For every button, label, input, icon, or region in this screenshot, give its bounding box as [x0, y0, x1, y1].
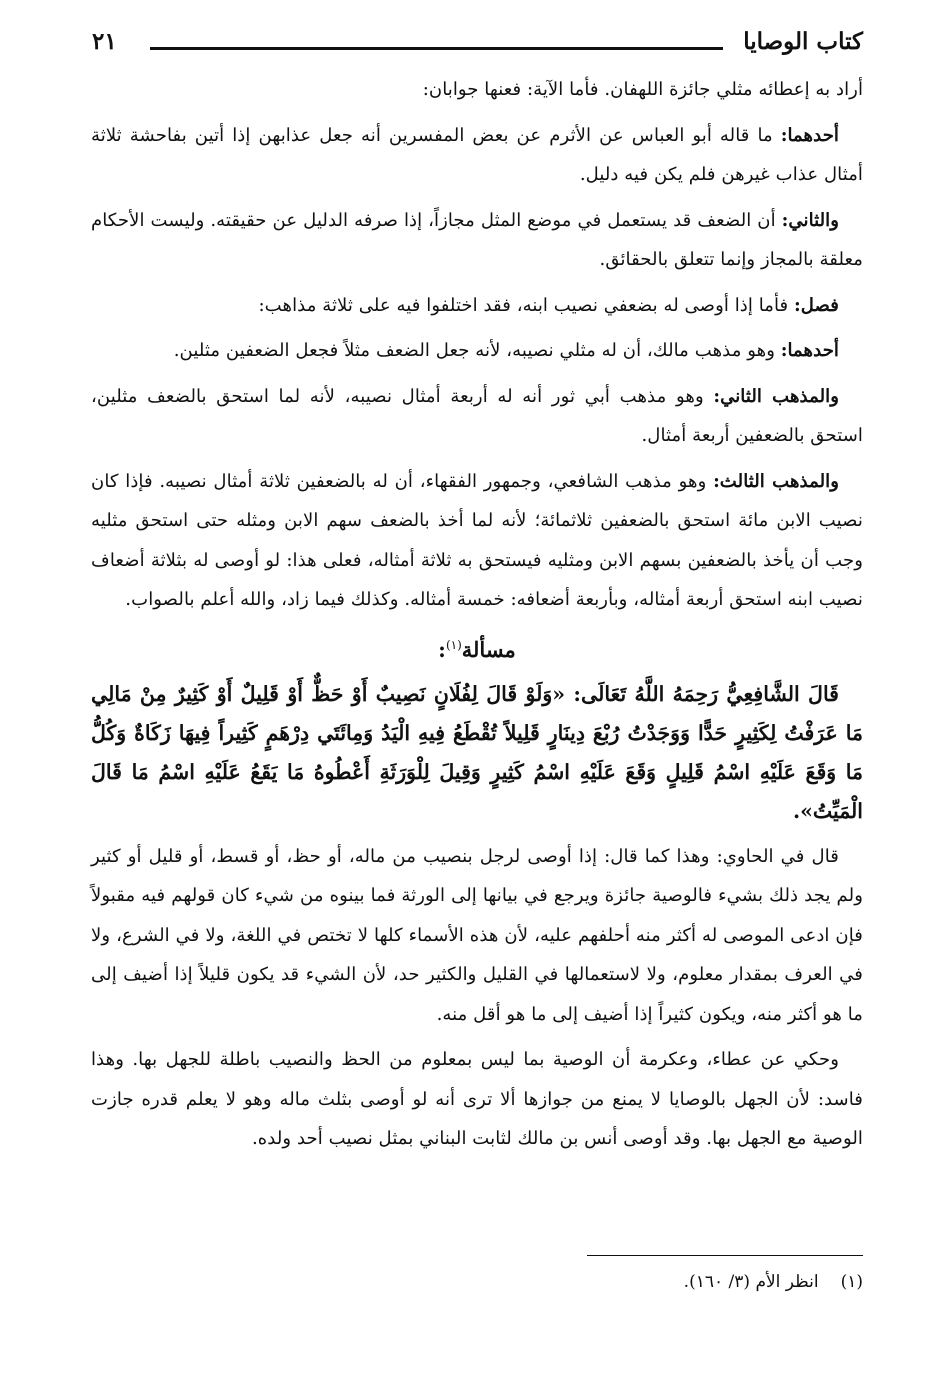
paragraph-lead: أحدهما:	[780, 340, 839, 361]
header-rule	[150, 47, 723, 50]
footnote-reference: (١)	[445, 637, 462, 652]
footnote-number: (١)	[840, 1272, 863, 1292]
paragraph-lead: والمذهب الثاني:	[713, 385, 839, 407]
footnote	[91, 1268, 863, 1296]
masala-title: مسألة	[461, 636, 516, 662]
masala-colon: :	[438, 636, 446, 662]
paragraph-lead: والثاني:	[781, 209, 839, 231]
paragraph-text: وهو مذهب الشافعي، وجمهور الفقهاء، أن له بالضعفين ثلاثة أمثال نصيبه. فإذا كان نصيب الابن مائة استحق بالضعفين ثلاثمائة؛ لأنه لما أخذ بالضعف سهم الابن ومثله حتى استحق مثليه وجب أن يأخذ بالضعفين بسهم الابن ومثليه فيستحق به ثلاثة أمثاله، فعلى هذا: لو أوصى له بثلاثة أضعاف نصيب ابنه استحق أربعة أمثاله، وبأربعة أضعافه: خمسة أمثاله. وكذلك فيما زاد، والله أعلم بالصواب.	[91, 470, 863, 610]
footnote-text: انظر الأم (٣/ ١٦٠).	[683, 1272, 819, 1292]
page-header	[92, 26, 863, 66]
footnote-separator	[587, 1255, 863, 1256]
paragraph-text: وهو مذهب مالك، أن له مثلي نصيبه، لأنه جعل الضعف مثلاً فجعل الضعفين مثلين.	[173, 340, 781, 361]
paragraph-first-answer	[91, 116, 863, 195]
paragraph-text: وهو مذهب أبي ثور أنه له أربعة أمثال نصيبه، لأنه لما استحق بالضعف مثلين، استحق بالضعفين أربعة أمثال.	[91, 385, 863, 446]
paragraph-text: أن الضعف قد يستعمل في موضع المثل مجازاً، إذا صرفه الدليل عن حقيقته. وليست الأحكام معلقة بالمجاز وإنما تتعلق بالحقائق.	[91, 209, 863, 270]
paragraph-text: فأما إذا أوصى له بضعفي نصيب ابنه، فقد اختلفوا فيه على ثلاثة مذاهب:	[258, 294, 795, 316]
paragraph-text: ما قاله أبو العباس عن الأثرم عن بعض المفسرين أنه جعل عذابهن إذا أتين بفاحشة ثلاثة أمثال عذاب غيرهن فلم يكن فيه دليل.	[91, 124, 863, 185]
paragraph-madhhab-3	[91, 462, 863, 620]
page-number: ٢١	[92, 28, 117, 55]
paragraph-madhhab-1	[91, 331, 863, 371]
paragraph-text: أراد به إعطائه مثلي جائزة اللهفان. فأما الآية: فعنها جوابان:	[422, 79, 863, 100]
book-title: كتاب الوصايا	[743, 28, 863, 55]
commentary-paragraph: وحكي عن عطاء، وعكرمة أن الوصية بما ليس بمعلوم من الحظ والنصيب باطلة للجهل بها. وهذا فاسد: لأن الجهل بالوصايا لا يمنع من جوازها ألا ترى أنه لو أوصى بثلث ماله وهو لا يعلم قدره جازت الوصية مع الجهل بها. وقد أوصى أنس بن مالك لثابت البناني بمثل نصيب أحد ولده.	[91, 1049, 863, 1149]
paragraph-lead: أحدهما:	[780, 124, 839, 146]
paragraph-lead: والمذهب الثالث:	[713, 470, 839, 492]
commentary-paragraph: قال في الحاوي: وهذا كما قال: إذا أوصى لرجل بنصيب من ماله، أو حظ، أو قسط، أو قليل أو كثير ولم يجد ذلك بشيء فالوصية جائزة ويرجع في بيانها إلى الورثة فما بينوه من شيء كان قولهم فيه مقبولاً فإن ادعى الموصى له أكثر منه أحلفهم عليه، لأن هذه الأسماء كلها لا تختص في اللغة، ولا في الشرع، ولا في العرف بمقدار معلوم، ولا لاستعمالها في القليل والكثير حد، لأن الشيء قد يكون قليلاً إذا أضيف إلى ما هو أكثر منه، ويكون كثيراً إذا أضيف إلى ما هو أقل منه.	[91, 845, 863, 1025]
main-text	[91, 70, 863, 1165]
paragraph-madhhab-2	[91, 377, 863, 456]
paragraph-second-answer	[91, 201, 863, 280]
masala-heading	[91, 626, 863, 669]
paragraph-fasl	[91, 286, 863, 326]
shafii-quote: قَالَ الشَّافِعِيُّ رَحِمَهُ اللَّهُ تَعَالَى: «وَلَوْ قَالَ لِفُلَانٍ نَصِيبٌ أَوْ حَظٌّ أَوْ قَلِيلٌ أَوْ كَثِيرٌ مِنْ مَالِي مَا عَرَفْتُ لِكَثِيرٍ حَدًّا وَوَجَدْتُ رُبْعَ دِينَارٍ قَلِيلاً تُقْطَعُ فِيهِ الْيَدُ وَمِائَتَي دِرْهَمٍ كَثِيراً فِيهَا زَكَاةٌ وَكُلُّ مَا وَقَعَ عَلَيْهِ اسْمُ قَلِيلٍ وَقَعَ عَلَيْهِ اسْمُ كَثِيرٍ وَقِيلَ لِلْوَرَثَةِ أَعْطُوهُ مَا يَقَعُ عَلَيْهِ اسْمُ مَا قَالَ الْمَيِّتُ».	[91, 681, 863, 823]
paragraph-lead: فصل:	[794, 294, 839, 316]
paragraph-intro	[91, 70, 863, 110]
